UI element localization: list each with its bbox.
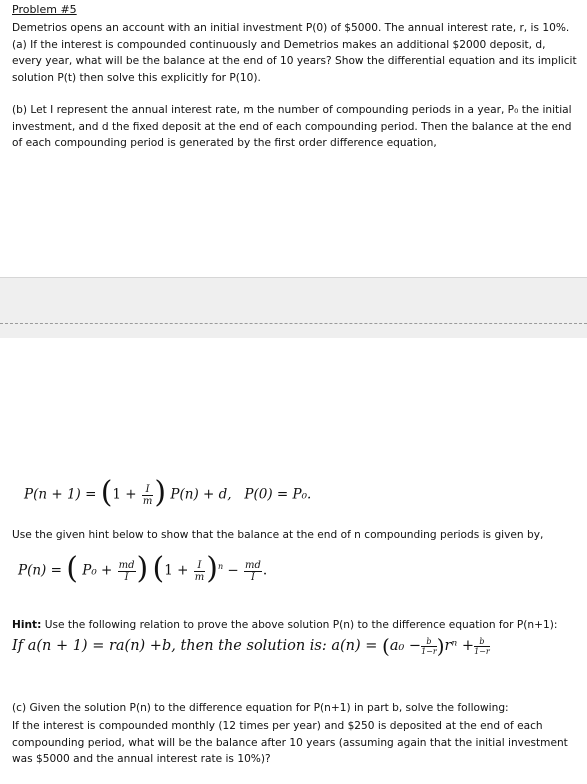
eq1-lhs: P(n + 1) = xyxy=(24,486,101,503)
hint-eq-part1: If a(n + 1) = ra(n) +b, then the solution is: a(n) = xyxy=(12,638,383,654)
hint-equation: If a(n + 1) = ra(n) +b, then the solution is: a(n) = (a₀ − $\frac{b}{1-r}$ )rⁿ + $\frac{b}{1-r}$ xyxy=(12,634,490,658)
hint-label: Hint: xyxy=(12,619,42,631)
solution-equation: P(n) = ( P₀ + $\frac{md}{I}$ ) (1 + $\frac{I}{m}$ )$^n$ − $\frac{md}{I}$ . xyxy=(18,551,268,586)
part-b-text: (b) Let I represent the annual interest rate, m the number of compounding periods in a year, P₀ the initial investment, and d the fixed deposit at the end of each compounding period. Then the balance at the end of each compounding period is generated by the first order difference equation, xyxy=(12,104,572,149)
problem-title: Problem #5 xyxy=(12,3,77,16)
blank-region xyxy=(0,277,587,338)
eq2-fraction-2: $\frac{I}{m}$ xyxy=(194,559,205,583)
part-a-text: (a) If the interest is compounded continuously and Demetrios makes an additional $2000 deposit, d, every year, what will be the balance at the end of 10 years? Show the differential equation and its implicit solution P(t) then solve this explicitly for P(10). xyxy=(12,38,577,84)
eq1-initial: P(0) = P₀. xyxy=(244,486,312,503)
dashed-divider xyxy=(0,323,587,324)
eq2-one-plus: 1 + xyxy=(164,562,193,579)
eq2-fraction-3: $\frac{md}{I}$ xyxy=(245,559,261,583)
eq2-p0: P₀ + xyxy=(82,562,117,579)
difference-equation: P(n + 1) = (1 + $\frac{I}{m}$ ) P(n) + d, P(0) = P₀. xyxy=(24,475,312,510)
part-c-line1: (c) Given the solution P(n) to the difference equation for P(n+1) in part b, solve the following: xyxy=(12,702,509,714)
hint-eq-a0: a₀ − xyxy=(389,638,422,654)
show-instruction: Use the given hint below to show that the balance at the end of n compounding periods is given by, xyxy=(12,529,544,541)
eq1-fraction: $\frac{I}{m}$ xyxy=(142,483,153,507)
eq2-minus: − xyxy=(223,562,243,579)
hint-text: Use the following relation to prove the above solution P(n) to the difference equation for P(n+1): xyxy=(41,619,558,631)
hint-eq-fraction-2: $\frac{b}{1-r}$ xyxy=(474,636,490,656)
eq2-exponent: n xyxy=(217,562,224,571)
eq1-rhs: P(n) + d, xyxy=(170,486,232,503)
intro-text: Demetrios opens an account with an initial investment P(0) of $5000. The annual interest rate, r, is 10%. xyxy=(12,22,570,34)
hint-line xyxy=(12,617,578,634)
problem-intro xyxy=(12,20,578,86)
eq2-fraction-1: $\frac{md}{I}$ xyxy=(118,559,135,583)
hint-eq-fraction-1: $\frac{b}{1-r}$ xyxy=(421,636,437,656)
eq1-one-plus: 1 + xyxy=(112,486,141,503)
part-c-line2: If the interest is compounded monthly (12 times per year) and $250 is deposited at the end of each compounding period, what will be the balance after 10 years (assuming again that the initial investment was $5000 and the annual interest rate is 10%)? xyxy=(12,720,568,765)
eq2-lhs: P(n) = xyxy=(18,562,67,579)
hint-eq-rn: rⁿ + xyxy=(444,638,475,654)
